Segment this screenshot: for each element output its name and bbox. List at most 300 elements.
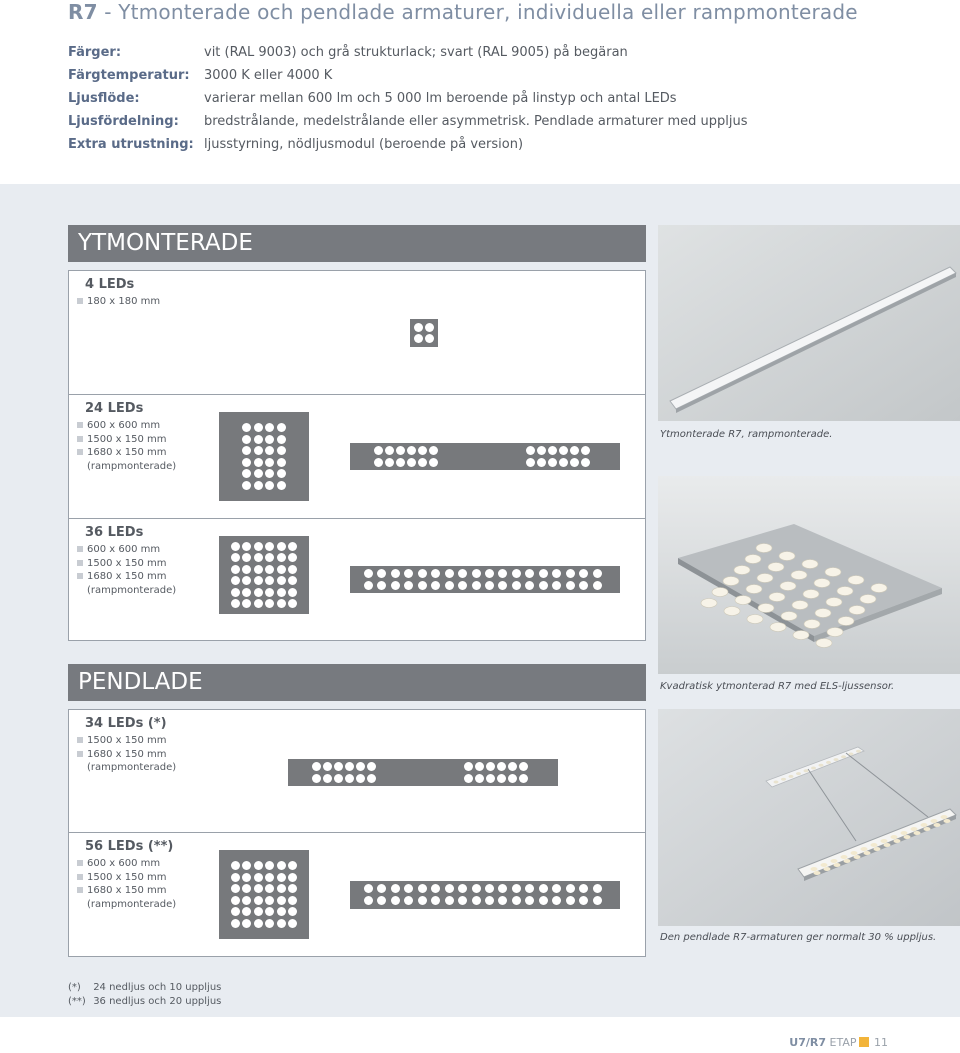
variant-title: 34 LEDs (*) <box>85 716 167 731</box>
led-dot <box>323 774 332 783</box>
photo-led <box>804 769 809 772</box>
bullet-icon <box>77 737 83 743</box>
led-dot <box>254 553 263 562</box>
led-dot <box>566 581 575 590</box>
photo-led <box>904 835 911 839</box>
variant-24-leds <box>68 394 646 519</box>
led-dot <box>593 581 602 590</box>
led-dot <box>391 581 400 590</box>
led-dot <box>418 569 427 578</box>
led-dot <box>525 581 534 590</box>
led-dot <box>242 458 251 467</box>
variant-4-leds <box>68 270 646 395</box>
led-dot <box>472 569 481 578</box>
led-dot <box>265 576 274 585</box>
led-dot <box>458 884 467 893</box>
photo-led <box>781 612 797 621</box>
led-dot <box>254 469 263 478</box>
led-dot <box>464 762 473 771</box>
led-dot <box>254 919 263 928</box>
photo-led <box>834 863 841 867</box>
led-dot <box>231 553 240 562</box>
led-dot <box>418 896 427 905</box>
photo-led <box>796 772 801 775</box>
led-dot <box>265 446 274 455</box>
bullet-icon <box>77 560 83 566</box>
led-dot <box>312 774 321 783</box>
led-dot <box>231 542 240 551</box>
led-dot <box>277 873 286 882</box>
led-dot <box>418 446 427 455</box>
photo-led <box>789 775 794 778</box>
led-dot <box>525 569 534 578</box>
led-dot <box>508 762 517 771</box>
led-dot <box>254 884 263 893</box>
led-dot <box>242 896 251 905</box>
title-text: - Ytmonterade och pendlade armaturer, individuella eller rampmonterade <box>97 0 858 24</box>
bullet-icon <box>77 887 83 893</box>
photo-led <box>849 753 854 756</box>
led-dot <box>277 919 286 928</box>
led-dot <box>231 884 240 893</box>
led-dot <box>539 569 548 578</box>
led-dot <box>497 774 506 783</box>
led-dot <box>391 896 400 905</box>
photo-led <box>804 620 820 629</box>
led-dot <box>231 919 240 928</box>
led-dot <box>265 861 274 870</box>
variant-sizes: 600 x 600 mm 1500 x 150 mm 1680 x 150 mm (rampmonterade) <box>77 543 176 597</box>
led-dot <box>404 581 413 590</box>
led-dot <box>548 446 557 455</box>
led-dot <box>593 896 602 905</box>
caption-surface-linear: Ytmonterade R7, rampmonterade. <box>660 429 833 440</box>
led-dot <box>407 458 416 467</box>
photo-led <box>881 839 888 843</box>
led-dot <box>265 907 274 916</box>
variant-sizes: 600 x 600 mm 1500 x 150 mm 1680 x 150 mm (rampmonterade) <box>77 419 176 473</box>
led-dot <box>579 896 588 905</box>
footnote-1: (*) 24 nedljus och 10 uppljus <box>68 982 222 993</box>
led-dot <box>265 435 274 444</box>
led-dot <box>288 873 297 882</box>
photo-led <box>757 574 773 583</box>
spec-label: Färger: <box>68 45 122 60</box>
led-dot <box>242 861 251 870</box>
photo-led <box>816 639 832 648</box>
led-dot <box>581 458 590 467</box>
led-dot <box>385 458 394 467</box>
photo-led <box>854 855 861 859</box>
photo-led <box>802 560 818 569</box>
led-dot <box>254 873 263 882</box>
photo-led <box>841 755 846 758</box>
led-dot <box>537 458 546 467</box>
photo-led <box>884 843 891 847</box>
photo-led <box>724 607 740 616</box>
led-dot <box>265 458 274 467</box>
photo-led <box>826 598 842 607</box>
led-dot <box>458 569 467 578</box>
photo-led <box>864 851 871 855</box>
led-dot <box>254 599 263 608</box>
bullet-icon <box>77 422 83 428</box>
led-dot <box>288 565 297 574</box>
photo-led <box>791 571 807 580</box>
photo-led <box>811 767 816 770</box>
photo-led <box>826 761 831 764</box>
led-dot <box>254 481 263 490</box>
led-dot <box>254 907 263 916</box>
led-dot <box>242 576 251 585</box>
led-dot <box>445 581 454 590</box>
photo-led <box>871 843 878 847</box>
photo-led <box>894 839 901 843</box>
led-dot <box>559 446 568 455</box>
photo-led <box>837 587 853 596</box>
led-dot <box>231 861 240 870</box>
led-dot <box>429 458 438 467</box>
led-dot <box>364 896 373 905</box>
led-dot <box>418 581 427 590</box>
variant-34-leds <box>68 709 646 833</box>
led-dot <box>486 774 495 783</box>
led-dot <box>552 896 561 905</box>
photo-led <box>712 588 728 597</box>
led-dot <box>277 565 286 574</box>
led-dot <box>242 565 251 574</box>
led-dot <box>265 542 274 551</box>
photo-led <box>831 859 838 863</box>
led-dot <box>242 884 251 893</box>
led-dot <box>498 884 507 893</box>
led-dot <box>539 581 548 590</box>
photo-led <box>824 867 831 871</box>
led-dot <box>377 896 386 905</box>
photo-led <box>849 606 865 615</box>
led-dot <box>579 581 588 590</box>
photo-led <box>792 601 808 610</box>
photo-led <box>848 576 864 585</box>
led-dot <box>364 569 373 578</box>
photo-led <box>844 859 851 863</box>
photo-led <box>825 568 841 577</box>
led-dot <box>277 599 286 608</box>
photo-led <box>734 566 750 575</box>
spec-value: bredstrålande, medelstrålande eller asymmetrisk. Pendlade armaturer med uppljus <box>204 114 748 129</box>
led-dot <box>277 896 286 905</box>
spec-label: Färgtemperatur: <box>68 68 190 83</box>
luminaire-56-square <box>219 850 309 939</box>
led-dot <box>391 884 400 893</box>
luminaire-4-square <box>410 319 438 347</box>
led-dot <box>498 569 507 578</box>
led-dot <box>396 446 405 455</box>
spec-label: Ljusflöde: <box>68 91 140 106</box>
led-dot <box>498 896 507 905</box>
led-dot <box>526 458 535 467</box>
footer-section: U7/R7 <box>789 1036 827 1049</box>
photo-led <box>834 758 839 761</box>
led-dot <box>364 581 373 590</box>
led-dot <box>334 774 343 783</box>
led-dot <box>277 469 286 478</box>
photo-led <box>860 595 876 604</box>
led-dot <box>559 458 568 467</box>
led-dot <box>385 446 394 455</box>
led-dot <box>566 884 575 893</box>
photo-led <box>814 579 830 588</box>
led-dot <box>254 542 263 551</box>
led-dot <box>475 774 484 783</box>
led-dot <box>242 542 251 551</box>
photo-led <box>770 623 786 632</box>
led-dot <box>472 884 481 893</box>
led-dot <box>265 423 274 432</box>
led-dot <box>404 896 413 905</box>
photo-surface-square <box>658 476 960 674</box>
photo-led <box>871 584 887 593</box>
variant-title: 24 LEDs <box>85 401 144 416</box>
led-dot <box>485 569 494 578</box>
led-dot <box>277 423 286 432</box>
led-dot <box>288 919 297 928</box>
led-dot <box>242 907 251 916</box>
led-dot <box>288 884 297 893</box>
led-dot <box>593 884 602 893</box>
led-dot <box>525 884 534 893</box>
led-dot <box>242 423 251 432</box>
led-dot <box>231 907 240 916</box>
variant-sizes: 600 x 600 mm 1500 x 150 mm 1680 x 150 mm (rampmonterade) <box>77 857 176 911</box>
led-dot <box>265 919 274 928</box>
section-header-surface: YTMONTERADE <box>68 225 646 262</box>
led-dot <box>579 569 588 578</box>
led-dot <box>445 884 454 893</box>
led-dot <box>570 446 579 455</box>
led-dot <box>231 599 240 608</box>
led-dot <box>431 896 440 905</box>
led-dot <box>265 873 274 882</box>
led-dot <box>485 896 494 905</box>
led-dot <box>581 446 590 455</box>
photo-led <box>774 781 779 784</box>
bullet-icon <box>77 436 83 442</box>
led-dot <box>345 762 354 771</box>
spec-value: ljusstyrning, nödljusmodul (beroende på version) <box>204 137 524 152</box>
led-dot <box>512 896 521 905</box>
led-dot <box>431 581 440 590</box>
caption-pendant: Den pendlade R7-armaturen ger normalt 30 % uppljus. <box>660 932 937 943</box>
led-dot <box>288 542 297 551</box>
photo-led <box>746 585 762 594</box>
photo-led <box>747 615 763 624</box>
led-dot <box>277 576 286 585</box>
led-dot <box>288 861 297 870</box>
led-dot <box>231 565 240 574</box>
led-dot <box>539 896 548 905</box>
photo-led <box>793 631 809 640</box>
led-dot <box>566 896 575 905</box>
led-dot <box>277 542 286 551</box>
photo-led <box>934 823 941 827</box>
photo-led <box>779 552 795 561</box>
led-dot <box>288 553 297 562</box>
variant-title: 56 LEDs (**) <box>85 839 174 854</box>
led-dot <box>396 458 405 467</box>
photo-led <box>723 577 739 586</box>
footer-brand: ETAP <box>829 1036 857 1049</box>
luminaire-24-square <box>219 412 309 501</box>
led-dot <box>242 435 251 444</box>
photo-led <box>769 593 785 602</box>
led-dot <box>472 896 481 905</box>
photo-led <box>944 819 951 823</box>
photo-led <box>841 855 848 859</box>
photo-led <box>701 599 717 608</box>
led-dot <box>593 569 602 578</box>
luminaire-56-linear <box>350 881 620 909</box>
spec-value: vit (RAL 9003) och grå strukturlack; svart (RAL 9005) på begäran <box>204 45 628 60</box>
photo-led <box>827 628 843 637</box>
photo-led <box>914 831 921 835</box>
led-dot <box>277 435 286 444</box>
led-dot <box>429 446 438 455</box>
photo-led <box>768 563 784 572</box>
led-dot <box>265 469 274 478</box>
bullet-icon <box>77 751 83 757</box>
led-dot <box>519 774 528 783</box>
led-dot <box>508 774 517 783</box>
caption-surface-square: Kvadratisk ytmonterad R7 med ELS-ljussensor. <box>660 681 895 692</box>
led-dot <box>512 884 521 893</box>
led-dot <box>242 599 251 608</box>
led-dot <box>537 446 546 455</box>
led-dot <box>548 458 557 467</box>
led-dot <box>539 884 548 893</box>
variant-36-leds <box>68 518 646 641</box>
led-dot <box>519 762 528 771</box>
page-number: 11 <box>874 1036 888 1049</box>
led-dot <box>485 884 494 893</box>
led-dot <box>525 896 534 905</box>
size-line: 180 x 180 mm <box>77 295 160 309</box>
led-dot <box>254 576 263 585</box>
photo-led <box>924 827 931 831</box>
photo-surface-linear <box>658 225 960 421</box>
led-dot <box>242 873 251 882</box>
led-dot <box>288 588 297 597</box>
led-dot <box>472 581 481 590</box>
page-footer <box>789 1036 888 1049</box>
bullet-icon <box>77 874 83 880</box>
led-dot <box>407 446 416 455</box>
led-dot <box>254 565 263 574</box>
bullet-icon <box>77 449 83 455</box>
led-dot <box>566 569 575 578</box>
led-dot <box>242 469 251 478</box>
led-dot <box>312 762 321 771</box>
led-dot <box>231 873 240 882</box>
led-dot <box>374 458 383 467</box>
photo-led <box>851 851 858 855</box>
led-dot <box>485 581 494 590</box>
led-dot <box>242 553 251 562</box>
bullet-icon <box>77 573 83 579</box>
led-dot <box>254 458 263 467</box>
led-dot <box>288 907 297 916</box>
led-dot <box>512 581 521 590</box>
photo-led <box>911 827 918 831</box>
led-dot <box>552 884 561 893</box>
section-header-pendant: PENDLADE <box>68 664 646 701</box>
led-dot <box>265 588 274 597</box>
variant-title: 4 LEDs <box>85 277 135 292</box>
led-dot <box>277 446 286 455</box>
led-dot <box>345 774 354 783</box>
spec-label: Ljusfördelning: <box>68 114 179 129</box>
led-dot <box>497 762 506 771</box>
led-dot <box>498 581 507 590</box>
led-dot <box>356 774 365 783</box>
spec-value: 3000 K eller 4000 K <box>204 68 333 83</box>
bullet-icon <box>77 298 83 304</box>
photo-led <box>735 596 751 605</box>
variant-sizes: 1500 x 150 mm 1680 x 150 mm (rampmonterade) <box>77 734 176 775</box>
spec-value: varierar mellan 600 lm och 5 000 lm beroende på linstyp och antal LEDs <box>204 91 677 106</box>
led-dot <box>231 576 240 585</box>
brand-square-icon <box>859 1037 869 1047</box>
led-dot <box>367 774 376 783</box>
led-dot <box>265 565 274 574</box>
photo-led <box>781 778 786 781</box>
photo-led <box>811 867 818 871</box>
led-dot <box>288 896 297 905</box>
led-dot <box>254 423 263 432</box>
led-dot <box>242 588 251 597</box>
led-dot <box>277 861 286 870</box>
led-dot <box>254 861 263 870</box>
photo-led <box>838 617 854 626</box>
variant-sizes <box>77 295 160 309</box>
bullet-icon <box>77 860 83 866</box>
led-dot <box>334 762 343 771</box>
variant-56-leds <box>68 832 646 957</box>
led-dot <box>364 884 373 893</box>
led-dot <box>377 569 386 578</box>
led-dot <box>323 762 332 771</box>
led-dot <box>374 446 383 455</box>
led-dot <box>464 774 473 783</box>
bullet-icon <box>77 546 83 552</box>
led-dot <box>458 581 467 590</box>
led-dot <box>579 884 588 893</box>
page-title <box>68 0 858 24</box>
led-dot <box>277 588 286 597</box>
led-dot <box>265 481 274 490</box>
led-dot <box>367 762 376 771</box>
led-dot <box>418 884 427 893</box>
product-code: R7 <box>68 0 98 24</box>
led-dot <box>552 569 561 578</box>
led-dot <box>277 553 286 562</box>
luminaire-36-square <box>219 536 309 614</box>
photo-led <box>861 847 868 851</box>
led-dot <box>404 884 413 893</box>
led-dot <box>242 446 251 455</box>
photo-led <box>745 555 761 564</box>
photo-led <box>921 823 928 827</box>
